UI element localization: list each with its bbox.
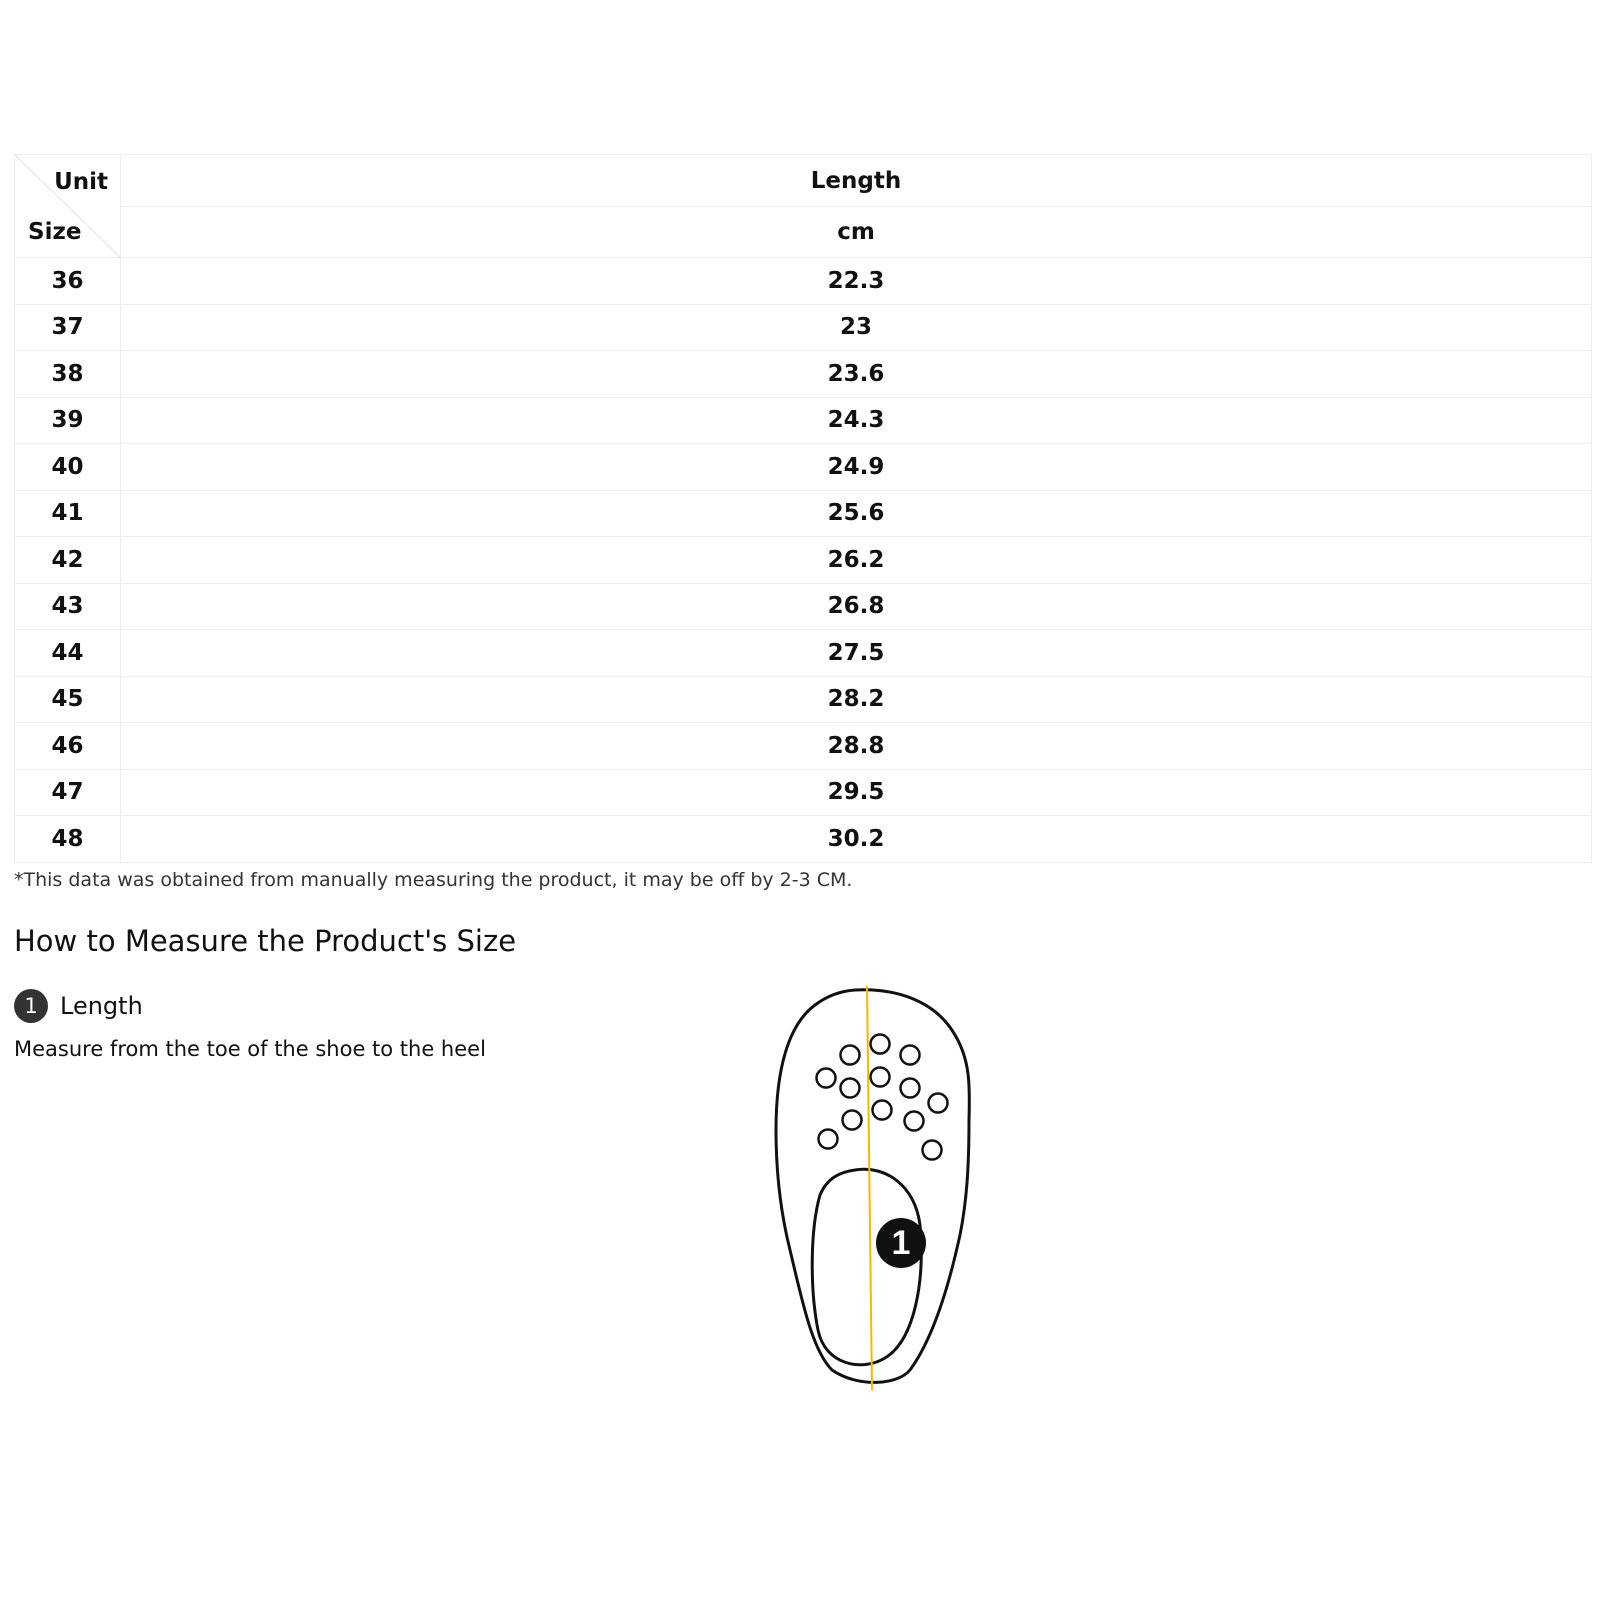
table-row <box>15 723 1592 770</box>
size-cell: 47 <box>15 769 121 816</box>
length-cell: 29.5 <box>121 769 1592 816</box>
length-cell: 26.2 <box>121 537 1592 584</box>
table-row <box>15 351 1592 398</box>
length-cell: 28.8 <box>121 723 1592 770</box>
length-cell: 22.3 <box>121 258 1592 305</box>
shoe-diagram <box>770 980 990 1390</box>
length-cell: 28.2 <box>121 676 1592 723</box>
step-label: Length <box>60 992 143 1020</box>
length-column-header: Length <box>121 155 1592 207</box>
step-description: Measure from the toe of the shoe to the heel <box>14 1037 486 1061</box>
table-row <box>15 397 1592 444</box>
size-cell: 44 <box>15 630 121 677</box>
size-cell: 36 <box>15 258 121 305</box>
corner-cell <box>15 155 121 258</box>
diagram-marker-number: 1 <box>891 1224 911 1262</box>
step-number-badge: 1 <box>14 989 48 1023</box>
table-row <box>15 444 1592 491</box>
length-cell: 25.6 <box>121 490 1592 537</box>
section-heading: How to Measure the Product's Size <box>14 924 517 958</box>
length-cell: 24.3 <box>121 397 1592 444</box>
table-row <box>15 490 1592 537</box>
size-cell: 37 <box>15 304 121 351</box>
table-row <box>15 816 1592 863</box>
table-row <box>15 769 1592 816</box>
size-cell: 39 <box>15 397 121 444</box>
size-cell: 40 <box>15 444 121 491</box>
length-cell: 26.8 <box>121 583 1592 630</box>
table-unit-row <box>15 207 1592 258</box>
size-cell: 41 <box>15 490 121 537</box>
corner-unit-label: Unit <box>54 169 108 195</box>
size-cell: 43 <box>15 583 121 630</box>
table-row <box>15 537 1592 584</box>
table-row <box>15 630 1592 677</box>
measurement-step <box>14 988 143 1024</box>
measurement-note: *This data was obtained from manually measuring the product, it may be off by 2-3 CM. <box>14 869 853 891</box>
shoe-vent-holes <box>817 1035 948 1160</box>
length-cell: 24.9 <box>121 444 1592 491</box>
corner-size-label: Size <box>28 219 82 245</box>
length-cell: 27.5 <box>121 630 1592 677</box>
table-row <box>15 258 1592 305</box>
length-cell: 30.2 <box>121 816 1592 863</box>
size-chart-table <box>14 154 1592 863</box>
table-row <box>15 304 1592 351</box>
size-cell: 46 <box>15 723 121 770</box>
table-row <box>15 676 1592 723</box>
size-cell: 45 <box>15 676 121 723</box>
length-unit-header: cm <box>121 207 1592 258</box>
table-row <box>15 583 1592 630</box>
table-header-row <box>15 155 1592 207</box>
length-cell: 23.6 <box>121 351 1592 398</box>
size-cell: 48 <box>15 816 121 863</box>
size-cell: 38 <box>15 351 121 398</box>
size-cell: 42 <box>15 537 121 584</box>
length-cell: 23 <box>121 304 1592 351</box>
